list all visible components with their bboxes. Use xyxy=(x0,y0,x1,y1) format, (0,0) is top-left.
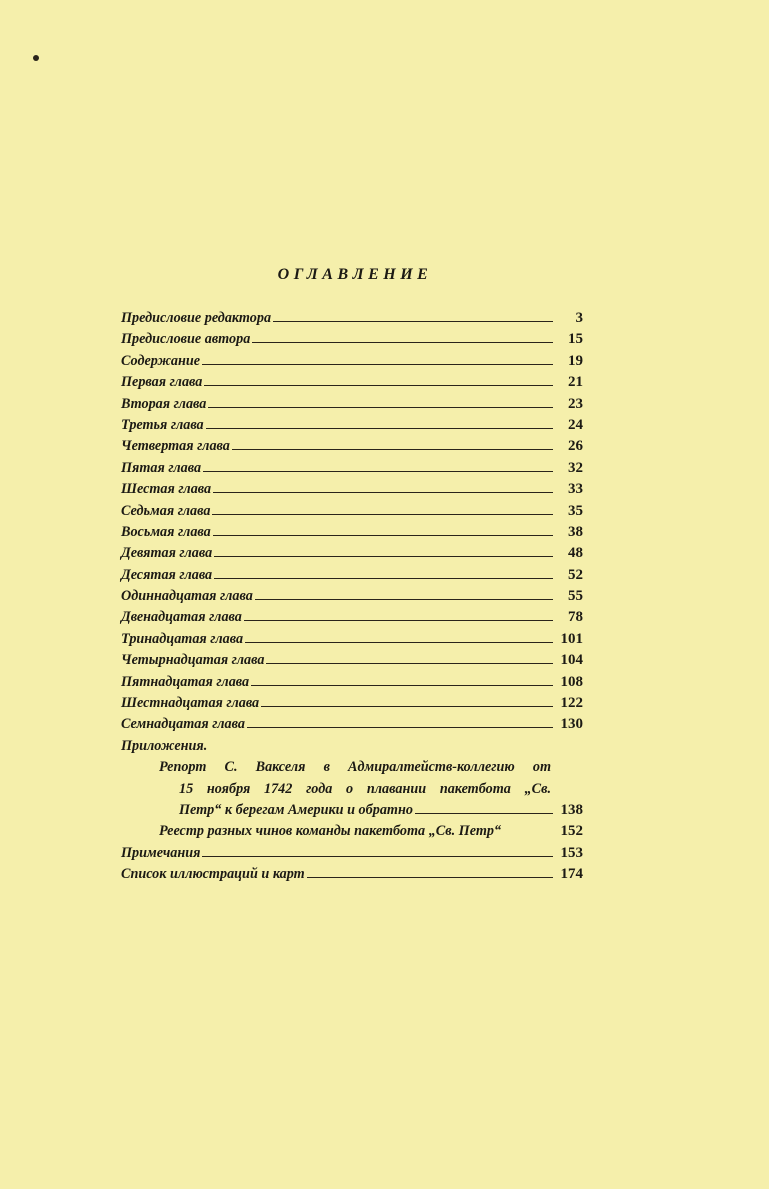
toc-entry[interactable] xyxy=(121,417,583,438)
toc-entry[interactable] xyxy=(121,438,583,459)
toc-entry-label: Примечания xyxy=(121,844,201,861)
toc-entry[interactable] xyxy=(121,545,583,566)
toc-entry-page: 48 xyxy=(568,545,583,562)
toc-entry-label: Петр“ к берегам Америки и обратно xyxy=(179,801,413,818)
appendix-report-line-2: 15 ноября 1742 года о плавании пакетбота „Св. xyxy=(179,780,551,797)
toc-entry-label: Десятая глава xyxy=(121,566,213,583)
dot-leader xyxy=(307,877,553,878)
toc-entry-label: Третья глава xyxy=(121,416,204,433)
toc-entry-label: Тринадцатая глава xyxy=(121,630,244,647)
toc-entry-label: Пятая глава xyxy=(121,459,202,476)
dot-leader xyxy=(266,663,553,664)
toc-entry[interactable] xyxy=(121,374,583,395)
toc-entry-label: Восьмая глава xyxy=(121,523,211,540)
toc-entry[interactable] xyxy=(121,716,583,737)
toc-entry-label: Предисловие автора xyxy=(121,331,251,348)
toc-entry-page: 153 xyxy=(560,844,583,861)
toc-entry-page: 26 xyxy=(568,438,583,455)
toc-entry-page: 21 xyxy=(568,374,583,391)
toc-entry-appendix-registry[interactable] xyxy=(121,823,583,844)
toc-entry[interactable] xyxy=(121,396,583,417)
toc-entry-page: 55 xyxy=(568,588,583,605)
dot-leader xyxy=(212,514,553,515)
toc-entry-page: 101 xyxy=(560,630,583,647)
toc-entry-label: Вторая глава xyxy=(121,395,207,412)
toc-entry-page: 19 xyxy=(568,352,583,369)
toc-entry-page: 23 xyxy=(568,395,583,412)
dot-leader xyxy=(273,321,553,322)
toc-entry[interactable] xyxy=(121,503,583,524)
toc-entry[interactable] xyxy=(121,631,583,652)
ink-speck xyxy=(33,55,39,61)
toc-entry-page: 108 xyxy=(560,673,583,690)
toc-entry[interactable] xyxy=(121,674,583,695)
toc-entry-page: 35 xyxy=(568,502,583,519)
dot-leader xyxy=(202,856,553,857)
dot-leader xyxy=(252,342,553,343)
toc-entry[interactable] xyxy=(121,353,583,374)
toc-entry-page: 152 xyxy=(560,823,583,840)
toc-entry-page: 174 xyxy=(560,866,583,883)
dot-leader xyxy=(255,599,553,600)
dot-leader xyxy=(214,578,553,579)
toc-entry[interactable] xyxy=(121,845,583,866)
toc-entry-label: Девятая глава xyxy=(121,545,213,562)
dot-leader xyxy=(206,428,553,429)
toc-entry-page: 130 xyxy=(560,716,583,733)
toc-entry-label: Седьмая глава xyxy=(121,502,211,519)
dot-leader xyxy=(261,706,553,707)
toc-entry-page: 78 xyxy=(568,609,583,626)
toc-entry[interactable] xyxy=(121,481,583,502)
toc-entry-page: 15 xyxy=(568,331,583,348)
toc-entry[interactable] xyxy=(121,588,583,609)
toc-entry-appendix-report[interactable] xyxy=(121,802,583,823)
toc-entry[interactable] xyxy=(121,310,583,331)
toc-entry-page: 104 xyxy=(560,652,583,669)
table-of-contents xyxy=(121,310,583,888)
toc-entry[interactable] xyxy=(121,652,583,673)
toc-entry-page: 32 xyxy=(568,459,583,476)
toc-entry-label: Шестнадцатая глава xyxy=(121,695,260,712)
toc-entry[interactable] xyxy=(121,331,583,352)
dot-leader xyxy=(232,449,553,450)
dot-leader xyxy=(208,407,553,408)
toc-entry[interactable] xyxy=(121,567,583,588)
dot-leader xyxy=(203,471,553,472)
toc-entry-label: Одиннадцатая глава xyxy=(121,588,253,605)
toc-entry[interactable] xyxy=(121,695,583,716)
toc-entry-label: Семнадцатая глава xyxy=(121,716,245,733)
toc-entry-page: 24 xyxy=(568,416,583,433)
toc-entry-label: Реестр разных чинов команды пакетбота „Св. Петр“ xyxy=(159,823,502,840)
dot-leader xyxy=(251,685,553,686)
toc-entry-label: Четырнадцатая глава xyxy=(121,652,265,669)
dot-leader xyxy=(247,727,553,728)
toc-entry-label: Предисловие редактора xyxy=(121,310,272,326)
dot-leader xyxy=(214,556,553,557)
toc-entry-page: 122 xyxy=(560,695,583,712)
dot-leader xyxy=(204,385,553,386)
toc-entry-page: 3 xyxy=(575,310,583,326)
dot-leader xyxy=(503,834,557,835)
toc-entry[interactable] xyxy=(121,460,583,481)
appendix-report-line-1: Репорт С. Вакселя в Адмиралтейств-коллегию от xyxy=(159,759,551,776)
toc-entry-label: Содержание xyxy=(121,352,201,369)
toc-entry-label: Пятнадцатая глава xyxy=(121,673,250,690)
dot-leader xyxy=(202,364,553,365)
dot-leader xyxy=(245,642,553,643)
dot-leader xyxy=(244,620,553,621)
appendix-heading: Приложения. xyxy=(121,737,208,754)
toc-entry-page: 38 xyxy=(568,523,583,540)
dot-leader xyxy=(415,813,553,814)
toc-entry-label: Шестая глава xyxy=(121,481,212,498)
toc-entry-page: 52 xyxy=(568,566,583,583)
toc-entry-label: Список иллюстраций и карт xyxy=(121,866,305,883)
page-title: ОГЛАВЛЕНИЕ xyxy=(277,266,433,283)
dot-leader xyxy=(213,492,553,493)
toc-entry-page: 138 xyxy=(560,801,583,818)
dot-leader xyxy=(213,535,553,536)
toc-entry-label: Двенадцатая глава xyxy=(121,609,242,626)
toc-entry-label: Четвертая глава xyxy=(121,438,230,455)
toc-entry[interactable] xyxy=(121,524,583,545)
toc-entry[interactable] xyxy=(121,866,583,887)
toc-entry-page: 33 xyxy=(568,481,583,498)
toc-entry-label: Первая глава xyxy=(121,374,203,391)
toc-entry[interactable] xyxy=(121,609,583,630)
